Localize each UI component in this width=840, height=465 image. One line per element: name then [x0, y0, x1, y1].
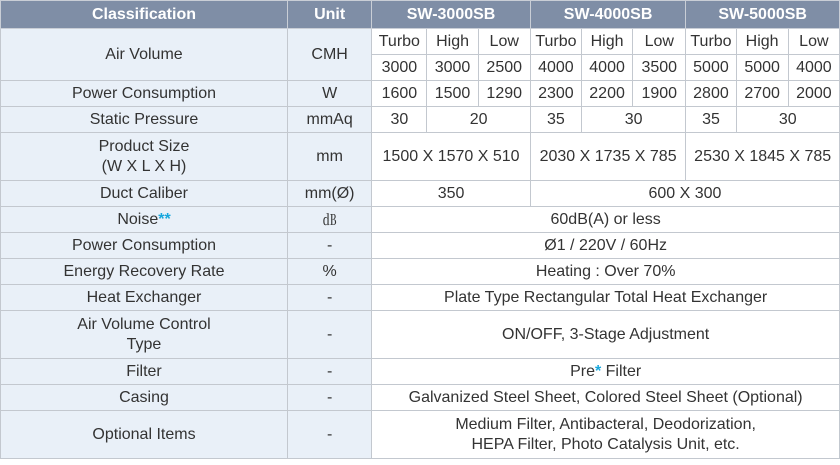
row-label-air-volume: Air Volume [1, 29, 288, 81]
row-label-product-size [1, 133, 288, 181]
value-cell: 60dB(A) or less [372, 207, 840, 233]
footnote-marker: * [594, 362, 602, 380]
table-row-noise [1, 207, 840, 233]
table-row-power-consumption [1, 81, 840, 107]
header-model-2: SW-4000SB [530, 1, 686, 29]
value-cell: Plate Type Rectangular Total Heat Exchanger [372, 285, 840, 311]
value-line: Medium Filter, Antibacteral, Deodorization, [455, 415, 756, 433]
value-line: HEPA Filter, Photo Catalysis Unit, etc. [471, 435, 740, 453]
row-label-casing: Casing [1, 385, 288, 411]
row-label-optional-items: Optional Items [1, 411, 288, 459]
label-line: (W X L X H) [101, 157, 187, 175]
table-row-casing [1, 385, 840, 411]
label-line: Product Size [98, 137, 190, 155]
value-text: Pre [570, 362, 595, 380]
value-cell: 2530 X 1845 X 785 [686, 133, 840, 181]
row-label-power-consumption: Power Consumption [1, 81, 288, 107]
value-cell: 30 [582, 107, 686, 133]
value-cell: 5000 [736, 55, 788, 81]
value-cell: 1290 [478, 81, 530, 107]
mode-cell: High [427, 29, 478, 55]
value-cell: 35 [686, 107, 736, 133]
mode-cell: Low [633, 29, 686, 55]
value-cell: 30 [736, 107, 839, 133]
table-row-energy-recovery [1, 259, 840, 285]
mode-cell: Low [788, 29, 839, 55]
value-cell: 3000 [427, 55, 478, 81]
row-unit-air-volume-control: - [287, 311, 371, 359]
value-cell [372, 411, 840, 459]
row-unit-product-size: mm [287, 133, 371, 181]
value-cell: 2000 [788, 81, 839, 107]
header-unit: Unit [287, 1, 371, 29]
row-unit-energy-recovery: % [287, 259, 371, 285]
row-unit-filter: - [287, 359, 371, 385]
row-label-noise [1, 207, 288, 233]
row-label-filter: Filter [1, 359, 288, 385]
value-cell: Galvanized Steel Sheet, Colored Steel Sheet (Optional) [372, 385, 840, 411]
table-row-air-volume-control [1, 311, 840, 359]
value-cell: 2800 [686, 81, 736, 107]
header-model-1: SW-3000SB [372, 1, 531, 29]
value-cell: 3000 [372, 55, 427, 81]
row-unit-heat-exchanger: - [287, 285, 371, 311]
value-cell: 2500 [478, 55, 530, 81]
mode-cell: Low [478, 29, 530, 55]
value-cell: 3500 [633, 55, 686, 81]
row-label-heat-exchanger: Heat Exchanger [1, 285, 288, 311]
table-row-duct-caliber [1, 181, 840, 207]
mode-cell: High [736, 29, 788, 55]
mode-cell: Turbo [372, 29, 427, 55]
row-unit-air-volume: CMH [287, 29, 371, 81]
value-cell: 350 [372, 181, 531, 207]
value-cell: 2300 [530, 81, 581, 107]
value-cell: Ø1 / 220V / 60Hz [372, 233, 840, 259]
value-cell: 600 X 300 [530, 181, 839, 207]
value-cell: 1500 X 1570 X 510 [372, 133, 531, 181]
table-row-product-size [1, 133, 840, 181]
row-label-air-volume-control [1, 311, 288, 359]
value-cell: 2200 [582, 81, 633, 107]
table-row-optional-items [1, 411, 840, 459]
value-cell: 20 [427, 107, 530, 133]
mode-cell: High [582, 29, 633, 55]
value-cell: 5000 [686, 55, 736, 81]
mode-cell: Turbo [530, 29, 581, 55]
table-row-power-supply [1, 233, 840, 259]
label-line: Type [126, 335, 162, 353]
row-label-static-pressure: Static Pressure [1, 107, 288, 133]
row-unit-casing: - [287, 385, 371, 411]
value-cell: 4000 [530, 55, 581, 81]
header-model-3: SW-5000SB [686, 1, 840, 29]
table-row-static-pressure [1, 107, 840, 133]
value-text: Filter [601, 362, 642, 380]
value-cell: 1500 [427, 81, 478, 107]
header-classification: Classification [1, 1, 288, 29]
table-row-filter [1, 359, 840, 385]
row-unit-power-supply: - [287, 233, 371, 259]
row-label-duct-caliber: Duct Caliber [1, 181, 288, 207]
footnote-marker: ** [158, 210, 171, 228]
row-unit-optional-items: - [287, 411, 371, 459]
label-text: Noise [117, 210, 159, 228]
value-cell: 4000 [788, 55, 839, 81]
row-label-power-supply: Power Consumption [1, 233, 288, 259]
mode-cell: Turbo [686, 29, 736, 55]
value-cell: 2030 X 1735 X 785 [530, 133, 686, 181]
table-row-heat-exchanger [1, 285, 840, 311]
header-row [1, 1, 840, 29]
row-unit-noise: ㏈ [287, 207, 371, 233]
row-label-energy-recovery: Energy Recovery Rate [1, 259, 288, 285]
value-cell: Heating : Over 70% [372, 259, 840, 285]
row-unit-duct-caliber: mm(Ø) [287, 181, 371, 207]
label-line: Air Volume Control [77, 315, 211, 333]
value-cell: ON/OFF, 3-Stage Adjustment [372, 311, 840, 359]
value-cell: 4000 [582, 55, 633, 81]
value-cell [372, 359, 840, 385]
value-cell: 30 [372, 107, 427, 133]
value-cell: 2700 [736, 81, 788, 107]
value-cell: 1900 [633, 81, 686, 107]
value-cell: 35 [530, 107, 581, 133]
row-unit-static-pressure: mmAq [287, 107, 371, 133]
table-row-air-volume-modes [1, 29, 840, 55]
value-cell: 1600 [372, 81, 427, 107]
row-unit-power-consumption: W [287, 81, 371, 107]
